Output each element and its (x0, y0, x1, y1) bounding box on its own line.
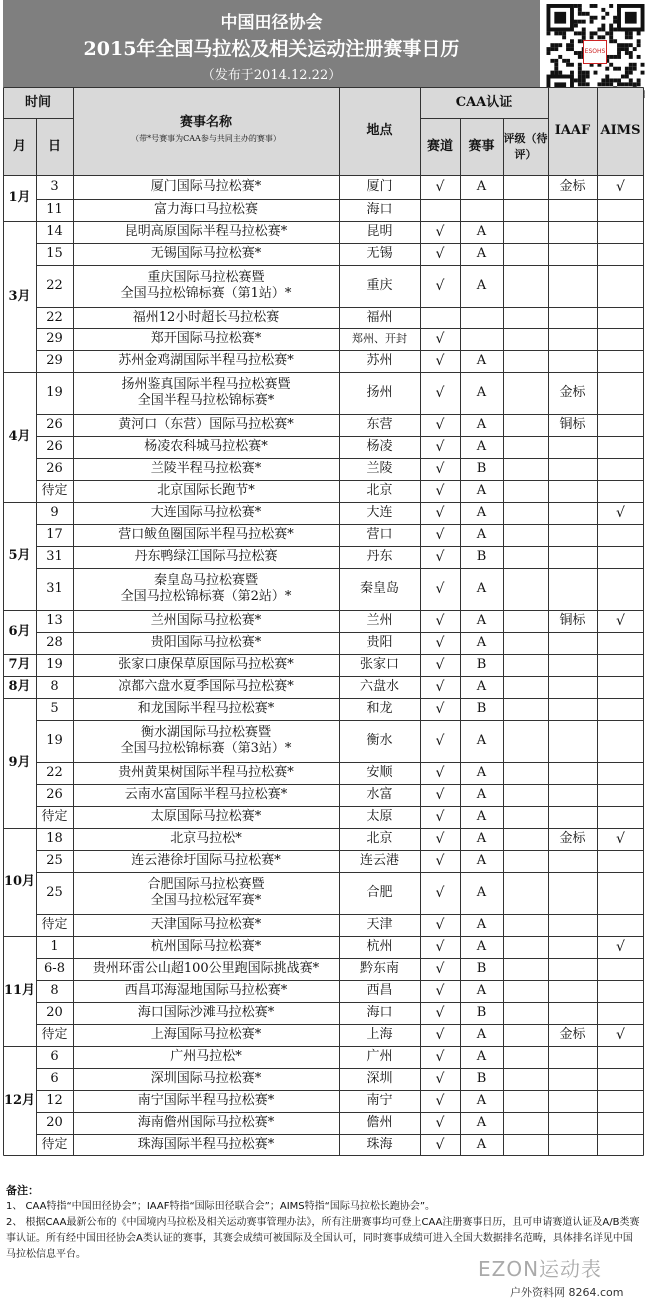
location-cell: 东营 (366, 417, 393, 432)
time-header: 时间 (3, 87, 73, 118)
course-check-cell: √ (435, 331, 445, 347)
iaaf-label-cell: 金标 (559, 1027, 586, 1042)
day-cell: 6-8 (44, 961, 65, 976)
course-check-cell: √ (435, 224, 445, 240)
day-cell: 待定 (41, 917, 68, 932)
event-grade-cell: B (476, 657, 487, 672)
day-cell: 31 (46, 581, 63, 596)
event-grade-cell: A (476, 1049, 487, 1064)
location-cell: 营口 (366, 527, 393, 542)
month-cell: 6月 (3, 610, 36, 654)
event-name-line: 全国马拉松锦标赛（第3站）* (120, 741, 292, 756)
event-grade-cell: A (476, 1093, 487, 1108)
location-cell: 西昌 (366, 983, 393, 998)
event-cert-header: 赛事 (460, 118, 503, 175)
event-name-line: 天津国际马拉松赛* (150, 917, 262, 932)
iaaf-label-cell: 金标 (559, 831, 586, 846)
day-cell: 18 (46, 831, 63, 846)
location-cell: 杭州 (366, 939, 393, 954)
event-name-header-note: （带*号赛事为CAA参与共同主办的赛事） (131, 134, 281, 143)
location-cell: 海口 (366, 1005, 393, 1020)
event-name-line: 连云港徐圩国际马拉松赛* (131, 853, 281, 868)
event-name-line: 贵阳国际马拉松赛* (150, 635, 262, 650)
event-name-line: 太原国际马拉松赛* (150, 809, 262, 824)
course-check-cell: √ (435, 505, 445, 521)
location-cell: 兰陵 (366, 461, 393, 476)
event-grade-cell: A (476, 733, 487, 748)
event-grade-cell: A (476, 278, 487, 293)
day-cell: 5 (50, 701, 59, 716)
event-name-line: 营口鲅鱼圈国际半程马拉松赛* (118, 527, 294, 542)
day-cell: 待定 (41, 1027, 68, 1042)
course-check-cell: √ (435, 679, 445, 695)
day-cell: 29 (46, 331, 63, 346)
brand-watermark: EZON运动表 (478, 1257, 603, 1281)
note-item-1: 1、 CAA特指“中国田径协会”；IAAF特指“国际田径联合会”；AIMS特指“国际马拉松长跑协会”。 (6, 1201, 435, 1212)
event-grade-cell: A (476, 917, 487, 932)
location-cell: 秦皇岛 (359, 581, 399, 596)
course-check-cell: √ (435, 1005, 445, 1021)
month-cell: 7月 (3, 654, 36, 676)
course-check-cell: √ (435, 461, 445, 477)
event-grade-cell: A (476, 505, 487, 520)
location-cell: 儋州 (366, 1115, 393, 1130)
event-name-line: 海南儋州国际马拉松赛* (137, 1115, 275, 1130)
event-grade-cell: A (476, 765, 487, 780)
event-name-line: 广州马拉松* (170, 1049, 242, 1064)
course-check-cell: √ (435, 1115, 445, 1131)
course-check-cell: √ (435, 853, 445, 869)
iaaf-label-cell: 金标 (559, 179, 586, 194)
event-grade-cell: A (476, 1027, 487, 1042)
course-check-cell: √ (435, 809, 445, 825)
location-cell: 张家口 (359, 657, 399, 672)
month-cell: 9月 (3, 698, 36, 828)
event-name-line: 秦皇岛马拉松赛暨 (153, 573, 258, 588)
day-cell: 26 (46, 787, 63, 802)
event-grade-cell: B (476, 549, 487, 564)
month-cell: 5月 (3, 502, 36, 610)
iaaf-label-cell: 铜标 (559, 417, 586, 432)
day-cell: 6 (50, 1071, 59, 1086)
event-name-line: 珠海国际半程马拉松赛* (137, 1137, 275, 1152)
event-name-line: 昆明高原国际半程马拉松赛* (124, 224, 288, 239)
course-check-cell: √ (435, 733, 445, 749)
day-cell: 25 (46, 885, 63, 900)
event-name-line: 兰陵半程马拉松赛* (150, 461, 262, 476)
month-cell: 12月 (3, 1046, 36, 1156)
month-cell: 1月 (3, 175, 36, 221)
title-banner (3, 0, 540, 87)
event-name-line: 富力海口马拉松赛 (153, 202, 258, 217)
event-name-line: 贵州环雷公山超100公里跑国际挑战赛* (92, 961, 320, 976)
day-cell: 8 (50, 679, 59, 694)
event-grade-cell: A (476, 635, 487, 650)
course-check-cell: √ (435, 581, 445, 597)
day-cell: 1 (50, 939, 59, 954)
event-name-line: 丹东鸭绿江国际马拉松赛 (134, 549, 278, 564)
location-cell: 衡水 (366, 733, 393, 748)
course-check-cell: √ (435, 179, 445, 195)
month-cell: 10月 (3, 828, 36, 936)
course-check-cell: √ (435, 885, 445, 901)
month-cell: 8月 (3, 676, 36, 698)
day-cell: 22 (46, 765, 63, 780)
day-cell: 20 (46, 1115, 63, 1130)
location-cell: 兰州 (366, 613, 393, 628)
event-name-line: 全国半程马拉松锦标赛* (137, 393, 275, 408)
location-cell: 六盘水 (359, 679, 399, 694)
day-cell: 25 (46, 853, 63, 868)
event-name-line: 张家口康保草原国际马拉松赛* (118, 657, 294, 672)
course-check-cell: √ (435, 353, 445, 369)
event-grade-cell: A (476, 809, 487, 824)
event-name-line: 杭州国际马拉松赛* (150, 939, 262, 954)
location-cell: 北京 (366, 831, 393, 846)
event-name-line: 南宁国际半程马拉松赛* (137, 1093, 275, 1108)
location-cell: 海口 (366, 202, 393, 217)
event-name-line: 全国马拉松锦标赛（第2站）* (120, 589, 292, 604)
location-cell: 苏州 (366, 353, 393, 368)
event-name-line: 深圳国际马拉松赛* (150, 1071, 262, 1086)
event-name-line: 兰州国际马拉松赛* (150, 613, 262, 628)
day-cell: 15 (46, 246, 63, 261)
course-check-cell: √ (435, 278, 445, 294)
day-cell: 31 (46, 549, 63, 564)
day-cell: 13 (46, 613, 63, 628)
iaaf-label-cell: 铜标 (559, 613, 586, 628)
event-name-line: 苏州金鸡湖国际半程马拉松赛* (118, 353, 294, 368)
day-cell: 26 (46, 417, 63, 432)
course-check-cell: √ (435, 246, 445, 262)
event-grade-cell: A (476, 246, 487, 261)
course-check-cell: √ (435, 613, 445, 629)
day-cell: 19 (46, 657, 63, 672)
note-item-2: 2、 根据CAA最新公布的《中国境内马拉松及相关运动赛事管理办法》，所有注册赛事均可登上CAA注册赛事日历，且可申请赛道认证及A/B类赛事认证。所有经中国田径协会A类认证的赛事，其赛会成绩可被国际及全国认可，同时赛事成绩可进入全国大数据排名范畴，具体排名详见中国马拉松信息平台。 (6, 1217, 640, 1260)
event-grade-cell: A (476, 613, 487, 628)
course-check-cell: √ (435, 765, 445, 781)
event-grade-cell: A (476, 527, 487, 542)
event-name-line: 郑开国际马拉松赛* (150, 331, 262, 346)
location-cell: 贵阳 (366, 635, 393, 650)
qr-badge: ESOHS (583, 40, 607, 64)
table-grid-lines (3, 87, 645, 1157)
day-cell: 待定 (41, 483, 68, 498)
event-grade-cell: A (476, 179, 487, 194)
event-grade-cell: B (476, 461, 487, 476)
iaaf-label-cell: 金标 (559, 385, 586, 400)
day-cell: 9 (50, 505, 59, 520)
event-grade-cell: B (476, 701, 487, 716)
event-name-line: 福州12小时超长马拉松赛 (132, 309, 280, 325)
event-grade-cell: A (476, 1137, 487, 1152)
location-cell: 珠海 (366, 1137, 393, 1152)
page-title: 2015年全国马拉松及相关运动注册赛事日历 (83, 38, 460, 60)
day-cell: 14 (46, 224, 63, 239)
event-name-line: 合肥国际马拉松赛暨 (147, 877, 265, 892)
location-cell: 黔东南 (359, 961, 399, 976)
day-cell: 8 (50, 983, 59, 998)
event-grade-cell: A (476, 983, 487, 998)
event-grade-cell: A (476, 439, 487, 454)
event-name-line: 北京马拉松* (170, 831, 242, 846)
event-name-line: 黄河口（东营）国际马拉松赛* (118, 417, 294, 432)
event-name-line: 上海国际马拉松赛* (150, 1027, 262, 1042)
event-grade-cell: A (476, 939, 487, 954)
aims-check-cell: √ (616, 939, 625, 955)
aims-header: AIMS (597, 87, 644, 175)
event-name-line: 扬州鉴真国际半程马拉松赛暨 (121, 377, 291, 392)
course-check-cell: √ (435, 635, 445, 651)
location-cell: 上海 (366, 1027, 393, 1042)
month-header: 月 (3, 118, 36, 175)
location-cell: 厦门 (366, 179, 393, 194)
event-name-line: 大连国际马拉松赛* (150, 505, 262, 520)
event-name-line: 厦门国际马拉松赛* (150, 179, 262, 194)
course-check-cell: √ (435, 1093, 445, 1109)
event-name-line: 北京国际长跑节* (157, 483, 255, 498)
day-cell: 26 (46, 439, 63, 454)
course-check-cell: √ (435, 1049, 445, 1065)
location-cell: 杨凌 (366, 439, 393, 454)
site-watermark: 户外资料网 8264.com (510, 1286, 624, 1299)
location-cell: 郑州、开封 (352, 332, 407, 345)
course-check-cell: √ (435, 961, 445, 977)
event-grade-cell: A (476, 353, 487, 368)
location-cell: 重庆 (366, 278, 393, 293)
course-check-cell: √ (435, 549, 445, 565)
course-check-cell: √ (435, 483, 445, 499)
location-cell: 安顺 (366, 765, 393, 780)
event-name-line: 和龙国际半程马拉松赛* (137, 701, 275, 716)
event-grade-cell: A (476, 417, 487, 432)
course-check-cell: √ (435, 385, 445, 401)
org-title: 中国田径协会 (220, 13, 323, 33)
month-cell: 11月 (3, 936, 36, 1046)
course-check-cell: √ (435, 787, 445, 803)
day-cell: 26 (46, 461, 63, 476)
day-cell: 29 (46, 353, 63, 368)
event-grade-cell: A (476, 483, 487, 498)
location-cell: 广州 (366, 1049, 393, 1064)
day-cell: 待定 (41, 809, 68, 824)
location-header: 地点 (339, 87, 420, 175)
course-check-cell: √ (435, 1137, 445, 1153)
day-cell: 12 (46, 1093, 63, 1108)
day-cell: 3 (50, 179, 59, 194)
location-cell: 福州 (366, 309, 393, 325)
day-cell: 17 (46, 527, 63, 542)
aims-check-cell: √ (616, 179, 625, 195)
event-name-line: 无锡国际马拉松赛* (150, 246, 262, 261)
event-name-line: 全国马拉松锦标赛（第1站）* (120, 286, 292, 301)
location-cell: 北京 (366, 483, 393, 498)
event-grade-cell: A (476, 581, 487, 596)
course-check-cell: √ (435, 439, 445, 455)
event-name-line: 云南水富国际半程马拉松赛* (124, 787, 288, 802)
course-check-cell: √ (435, 657, 445, 673)
event-grade-cell: A (476, 385, 487, 400)
location-cell: 无锡 (366, 246, 393, 261)
day-cell: 待定 (41, 1137, 68, 1152)
course-check-cell: √ (435, 983, 445, 999)
aims-check-cell: √ (616, 613, 625, 629)
course-check-cell: √ (435, 417, 445, 433)
day-cell: 11 (46, 202, 63, 217)
event-grade-cell: B (476, 961, 487, 976)
event-grade-cell: A (476, 885, 487, 900)
event-name-line: 杨凌农科城马拉松赛* (144, 439, 268, 454)
location-cell: 和龙 (366, 701, 393, 716)
course-check-cell: √ (435, 701, 445, 717)
course-check-cell: √ (435, 939, 445, 955)
event-name-line: 贵州黄果树国际半程马拉松赛* (118, 765, 294, 780)
notes-section (6, 1183, 642, 1263)
event-name-line: 海口国际沙滩马拉松赛* (137, 1005, 275, 1020)
location-cell: 深圳 (366, 1071, 393, 1086)
month-cell: 4月 (3, 372, 36, 502)
event-name-line: 西昌邛海湿地国际马拉松赛* (124, 983, 288, 998)
location-cell: 太原 (366, 809, 393, 824)
day-cell: 20 (46, 1005, 63, 1020)
event-grade-cell: A (476, 787, 487, 802)
course-header: 赛道 (420, 118, 460, 175)
course-check-cell: √ (435, 831, 445, 847)
event-grade-cell: A (476, 679, 487, 694)
location-cell: 丹东 (366, 549, 393, 564)
event-calendar-table (3, 87, 644, 1177)
location-cell: 合肥 (366, 885, 393, 900)
event-name-line: 衡水湖国际马拉松赛暨 (140, 725, 271, 740)
event-grade-cell: A (476, 853, 487, 868)
event-grade-cell: B (476, 1005, 487, 1020)
month-cell: 3月 (3, 221, 36, 372)
day-cell: 22 (46, 278, 63, 293)
event-grade-cell: A (476, 224, 487, 239)
day-cell: 19 (46, 385, 63, 400)
day-cell: 28 (46, 635, 63, 650)
rating-header: 评级（待评） (503, 118, 548, 175)
day-cell: 19 (46, 733, 63, 748)
aims-check-cell: √ (616, 505, 625, 521)
location-cell: 天津 (366, 917, 393, 932)
location-cell: 扬州 (366, 385, 393, 400)
course-check-cell: √ (435, 1071, 445, 1087)
event-grade-cell: A (476, 1115, 487, 1130)
event-name-line: 全国马拉松冠军赛* (150, 893, 262, 908)
location-cell: 连云港 (359, 853, 399, 868)
location-cell: 昆明 (366, 224, 393, 239)
event-grade-cell: A (476, 831, 487, 846)
day-cell: 22 (46, 309, 63, 325)
location-cell: 南宁 (366, 1093, 393, 1108)
notes-title: 备注： (6, 1184, 39, 1197)
event-grade-cell: B (476, 1071, 487, 1086)
event-name-line: 重庆国际马拉松赛暨 (147, 270, 265, 285)
aims-check-cell: √ (616, 1027, 625, 1043)
caa-header: CAA认证 (420, 87, 548, 118)
day-header: 日 (36, 118, 73, 175)
event-name-header-label: 赛事名称 (179, 115, 232, 130)
event-name-line: 凉都六盘水夏季国际马拉松赛* (118, 679, 294, 694)
course-check-cell: √ (435, 1027, 445, 1043)
location-cell: 大连 (366, 505, 393, 520)
day-cell: 6 (50, 1049, 59, 1064)
iaaf-header: IAAF (548, 87, 597, 175)
publish-date: （发布于2014.12.22） (201, 68, 342, 83)
course-check-cell: √ (435, 527, 445, 543)
aims-check-cell: √ (616, 831, 625, 847)
course-check-cell: √ (435, 917, 445, 933)
location-cell: 水富 (366, 787, 393, 802)
